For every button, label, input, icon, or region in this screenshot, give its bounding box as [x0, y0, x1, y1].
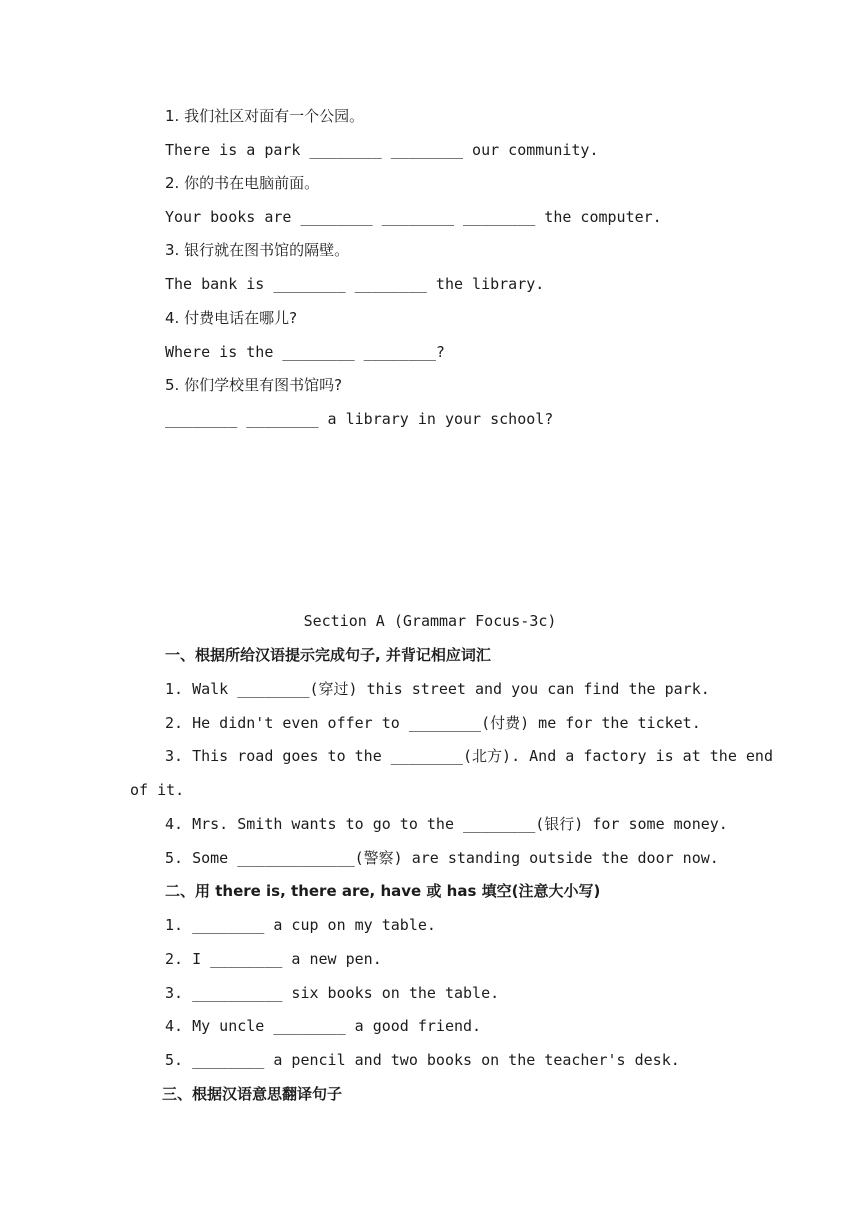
top-item-4-english: Where is the ________ ________?	[165, 343, 445, 361]
part1-item-3: 3. This road goes to the ________(北方). And a factory is at the end	[165, 747, 773, 765]
top-item-3-chinese: 3. 银行就在图书馆的隔壁。	[165, 241, 350, 259]
part1-heading: 一、根据所给汉语提示完成句子, 并背记相应词汇	[165, 646, 491, 664]
top-item-2-chinese: 2. 你的书在电脑前面。	[165, 174, 320, 192]
part1-item-2: 2. He didn't even offer to ________(付费) me for the ticket.	[165, 714, 701, 732]
top-item-5-english: ________ ________ a library in your school?	[165, 410, 554, 428]
part2-heading: 二、用 there is, there are, have 或 has 填空(注意大小写)	[165, 882, 601, 900]
part2-item-3: 3. __________ six books on the table.	[165, 984, 500, 1002]
top-item-1-chinese: 1. 我们社区对面有一个公园。	[165, 107, 365, 125]
top-item-3-english: The bank is ________ ________ the library.	[165, 275, 545, 293]
part1-item-4: 4. Mrs. Smith wants to go to the ________(银行) for some money.	[165, 815, 728, 833]
part2-item-2: 2. I ________ a new pen.	[165, 950, 382, 968]
part2-item-5: 5. ________ a pencil and two books on the teacher's desk.	[165, 1051, 680, 1069]
top-item-4-chinese: 4. 付费电话在哪儿?	[165, 309, 298, 327]
part1-item-3-continuation: of it.	[130, 781, 185, 799]
section-title: Section A (Grammar Focus-3c)	[303, 612, 557, 630]
top-item-5-chinese: 5. 你们学校里有图书馆吗?	[165, 376, 343, 394]
part3-heading: 三、根据汉语意思翻译句子	[162, 1085, 343, 1103]
top-item-1-english: There is a park ________ ________ our community.	[165, 141, 599, 159]
part2-item-4: 4. My uncle ________ a good friend.	[165, 1017, 482, 1035]
part1-item-5: 5. Some _____________(警察) are standing outside the door now.	[165, 849, 719, 867]
part2-item-1: 1. ________ a cup on my table.	[165, 916, 436, 934]
top-item-2-english: Your books are ________ ________ ________ the computer.	[165, 208, 662, 226]
part1-item-1: 1. Walk ________(穿过) this street and you can find the park.	[165, 680, 710, 698]
